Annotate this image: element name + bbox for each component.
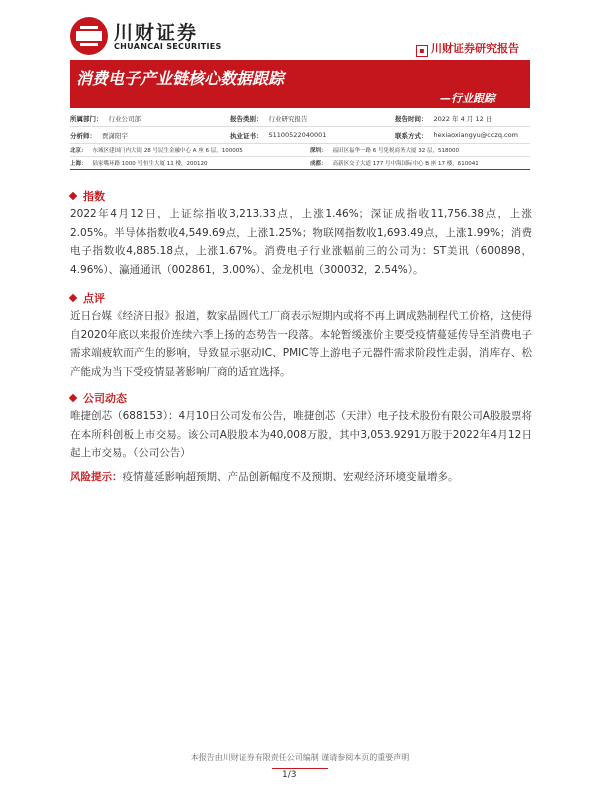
info-date: 报告时间： 2022 年 4 月 12 日 bbox=[395, 114, 493, 123]
address-shenzhen: 深圳： 福田区福华一路 6 号免税商务大厦 32 层，518000 bbox=[310, 148, 460, 154]
section-text-comment: 近日台媒《经济日报》报道，数家晶圆代工厂商表示短期内或将不再上调成熟制程代工价格，这使得自2020年底以来报价连续六季上扬的态势告一段落。本轮暂缓涨价主要受疫情蔓延传导至消费电子需求端疲软而产生的影响，导致显示驱动IC、PMIC等上游电子元器件需求阶段性走弱，消库存、松产能成为当下受疫情显著影响厂商的适宜选择。 bbox=[70, 310, 532, 378]
address-chengdu: 成都： 高新区交子大道 177 号中海国际中心 B 座 17 楼，610041 bbox=[310, 161, 479, 167]
address-row bbox=[70, 157, 530, 170]
info-row bbox=[70, 110, 530, 127]
address-shanghai: 上海： 陆家嘴环路 1000 号恒生大厦 11 楼，200120 bbox=[70, 161, 208, 167]
page-number-rule bbox=[272, 768, 328, 769]
company-name-en: CHUANCAI SECURITIES bbox=[114, 42, 222, 51]
info-contact: 联系方式： hexiaoxiangyu@cczq.com bbox=[395, 131, 518, 140]
info-dept: 所属部门： 行业公司部 bbox=[70, 114, 141, 123]
section-text-index: 2022年4月12日，上证综指收3,213.33点，上涨1.46%；深证成指收11,756.38点，上涨2.05%。半导体指数收4,549.69点，上涨1.25%；物联网指数收1,693.49点，上涨1.99%；消费电子指数收4,885.18点，上涨1.67%。消费电子行业涨幅前三的公司为：ST美讯（600898，4.96%）、瀛通通讯（002861，3.00%）、金龙机电（300032，2.54%）。 bbox=[70, 208, 532, 276]
company-name-cn: 川财证券 bbox=[114, 22, 199, 44]
info-row bbox=[70, 127, 530, 144]
risk-label: 风险提示： bbox=[70, 471, 123, 483]
tag-box-icon: ▪ bbox=[416, 45, 428, 57]
report-series-label: 川财证券研究报告 bbox=[431, 42, 519, 55]
page-number: 1/3 bbox=[282, 770, 297, 780]
info-cert: 执业证书： S1100522040001 bbox=[230, 131, 327, 140]
address-beijing: 北京： 东城区建国门内大街 28 号民生金融中心 A 座 6 层，100005 bbox=[70, 148, 243, 154]
diamond-bullet-icon bbox=[69, 192, 77, 200]
report-subtitle: —行业跟踪 bbox=[440, 92, 495, 105]
footer-disclaimer: 本报告由川财证券有限责任公司编制 谨请参阅本页的重要声明 bbox=[190, 753, 410, 762]
address-row bbox=[70, 144, 530, 157]
section-heading-comment: 点评 bbox=[70, 290, 105, 306]
info-analyst: 分析师： 贾潇阳宇 bbox=[70, 131, 128, 140]
report-series-tag bbox=[416, 40, 519, 57]
diamond-bullet-icon bbox=[69, 394, 77, 402]
section-text-company: 唯捷创芯（688153）：4月10日公司发布公告，唯捷创芯（天津）电子技术股份有限公司A股股票将在本所科创板上市交易。该公司A股股本为40,008万股，其中3,053.9291万股于2022年4月12日起上市交易。（公司公告） bbox=[70, 410, 532, 459]
section-heading-company: 公司动态 bbox=[70, 390, 127, 406]
report-info-table bbox=[70, 110, 530, 170]
risk-warning bbox=[70, 468, 532, 486]
report-title: 消费电子产业链核心数据跟踪 bbox=[76, 69, 285, 88]
risk-text: 疫情蔓延影响超预期、产品创新幅度不及预期、宏观经济环境变量增多。 bbox=[122, 471, 459, 483]
diamond-bullet-icon bbox=[69, 294, 77, 302]
info-type: 报告类别： 行业研究报告 bbox=[230, 114, 308, 123]
company-logo-icon bbox=[70, 17, 108, 55]
section-heading-index: 指数 bbox=[70, 188, 105, 204]
